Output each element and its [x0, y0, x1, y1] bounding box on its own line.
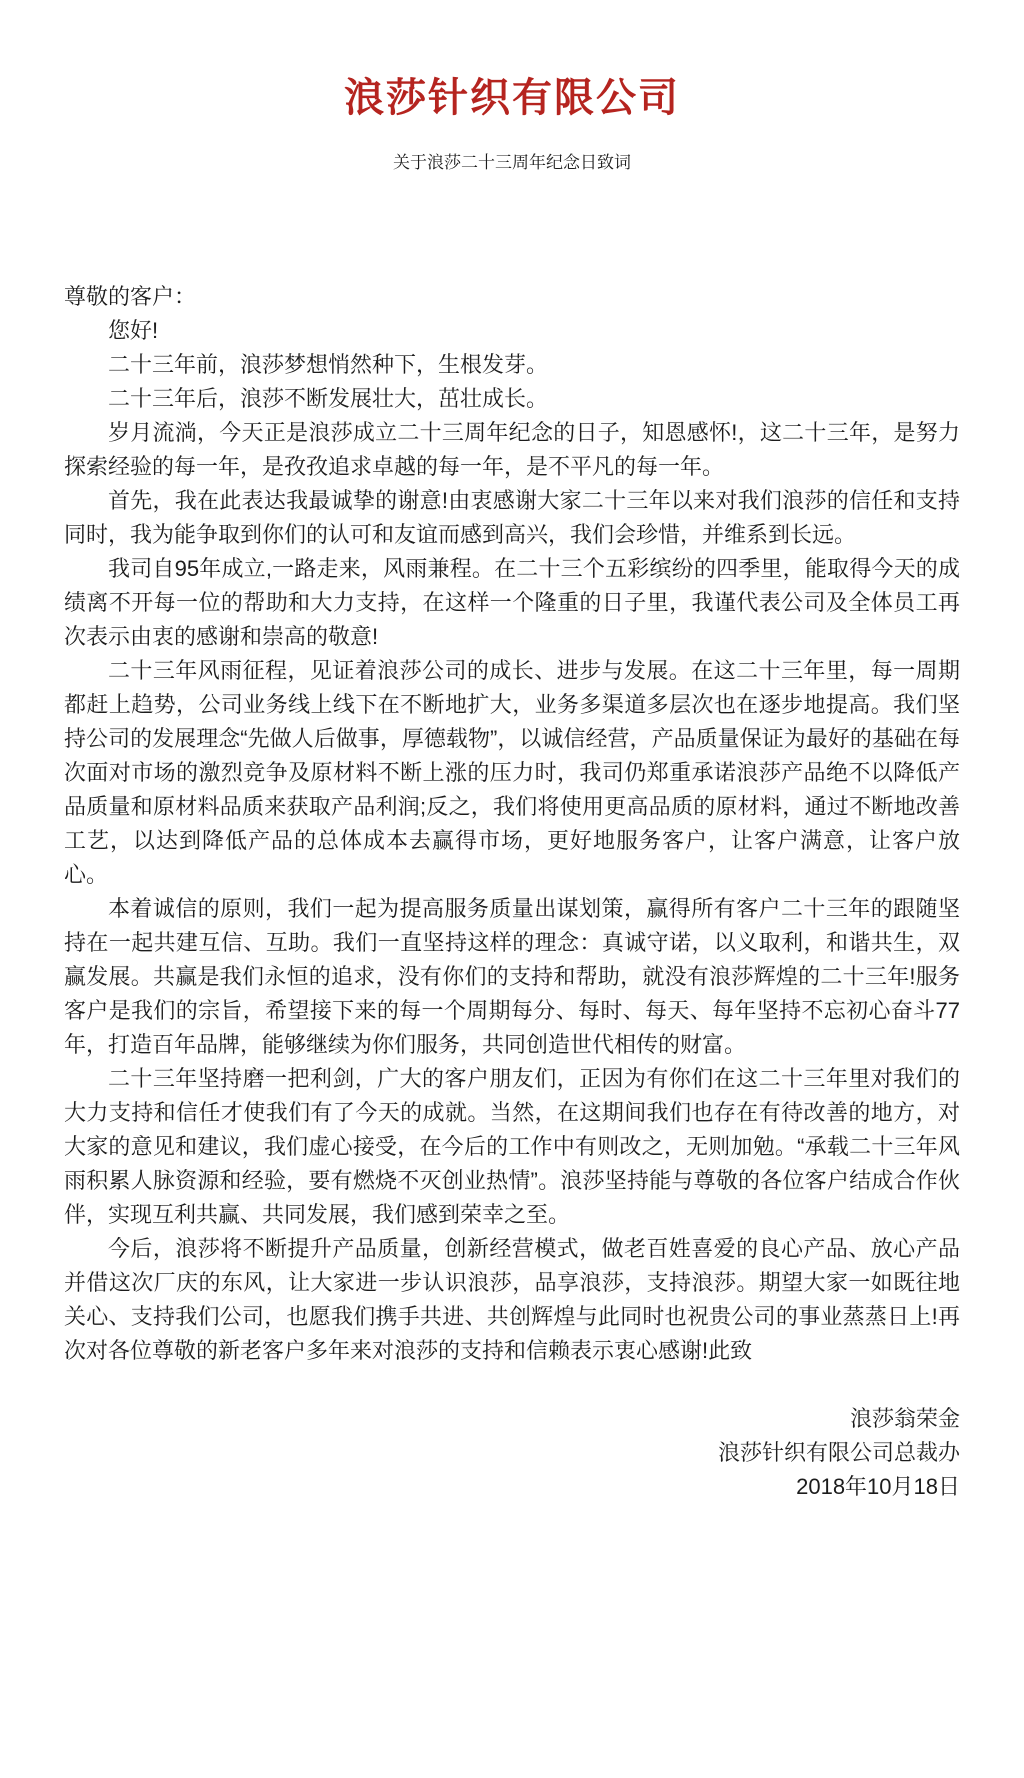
signature-block: [64, 1402, 960, 1504]
letter-paragraph: 二十三年坚持磨一把利剑，广大的客户朋友们，正因为有你们在这二十三年里对我们的大力支持和信任才使我们有了今天的成就。当然，在这期间我们也存在有待改善的地方，对大家的意见和建议，我们虚心接受，在今后的工作中有则改之，无则加勉。“承载二十三年风雨积累人脉资源和经验，要有燃烧不灭创业热情”。浪莎坚持能与尊敬的各位客户结成合作伙伴，实现互利共赢、共同发展，我们感到荣幸之至。: [64, 1066, 960, 1227]
letter-paragraph: 我司自95年成立,一路走来，风雨兼程。在二十三个五彩缤纷的四季里，能取得今天的成绩离不开每一位的帮助和大力支持，在这样一个隆重的日子里，我谨代表公司及全体员工再次表示由衷的感谢和崇高的敬意!: [64, 556, 960, 649]
signature-name: 浪莎翁荣金: [849, 1406, 960, 1431]
letter-paragraph: 首先，我在此表达我最诚挚的谢意!由衷感谢大家二十三年以来对我们浪莎的信任和支持同时，我为能争取到你们的认可和友谊而感到高兴，我们会珍惜，并维系到长远。: [64, 488, 960, 547]
paragraph-list: [64, 314, 960, 1368]
company-title: 浪莎针织有限公司: [344, 76, 680, 120]
letter-paragraph: 二十三年后，浪莎不断发展壮大，茁壮成长。: [108, 386, 549, 411]
signature-department: 浪莎针织有限公司总裁办: [717, 1440, 960, 1465]
letter-paragraph: 岁月流淌，今天正是浪莎成立二十三周年纪念的日子，知恩感怀!，这二十三年，是努力探索经验的每一年，是孜孜追求卓越的每一年，是不平凡的每一年。: [64, 420, 960, 479]
letter-paragraph: 二十三年前，浪莎梦想悄然种下，生根发芽。: [108, 352, 549, 377]
letter-body: [64, 280, 960, 1504]
letter-paragraph: 本着诚信的原则，我们一起为提高服务质量出谋划策，赢得所有客户二十三年的跟随坚持在一起共建互信、互助。我们一直坚持这样的理念：真诚守诺，以义取利，和谐共生，双赢发展。共赢是我们永恒的追求，没有你们的支持和帮助，就没有浪莎辉煌的二十三年!服务客户是我们的宗旨，希望接下来的每一个周期每分、每时、每天、每年坚持不忘初心奋斗77年，打造百年品牌，能够继续为你们服务，共同创造世代相传的财富。: [64, 896, 960, 1057]
signature-date: 2018年10月18日: [796, 1474, 960, 1499]
salutation: 尊敬的客户：: [64, 284, 197, 309]
letter-paragraph: 二十三年风雨征程，见证着浪莎公司的成长、进步与发展。在这二十三年里，每一周期都赶上趋势，公司业务线上线下在不断地扩大，业务多渠道多层次也在逐步地提高。我们坚持公司的发展理念“先做人后做事，厚德载物”，以诚信经营，产品质量保证为最好的基础在每次面对市场的激烈竞争及原材料不断上涨的压力时，我司仍郑重承诺浪莎产品绝不以降低产品质量和原材料品质来获取产品利润;反之，我们将使用更高品质的原材料，通过不断地改善工艺，以达到降低产品的总体成本去赢得市场，更好地服务客户，让客户满意，让客户放心。: [64, 658, 960, 887]
document-subtitle: 关于浪莎二十三周年纪念日致词: [393, 153, 631, 172]
letter-paragraph: 今后，浪莎将不断提升产品质量，创新经营模式，做老百姓喜爱的良心产品、放心产品并借这次厂庆的东风，让大家进一步认识浪莎，品享浪莎，支持浪莎。期望大家一如既往地关心、支持我们公司，也愿我们携手共进、共创辉煌与此同时也祝贵公司的事业蒸蒸日上!再次对各位尊敬的新老客户多年来对浪莎的支持和信赖表示衷心感谢!此致: [64, 1236, 960, 1363]
letter-paragraph: 您好!: [108, 318, 159, 343]
